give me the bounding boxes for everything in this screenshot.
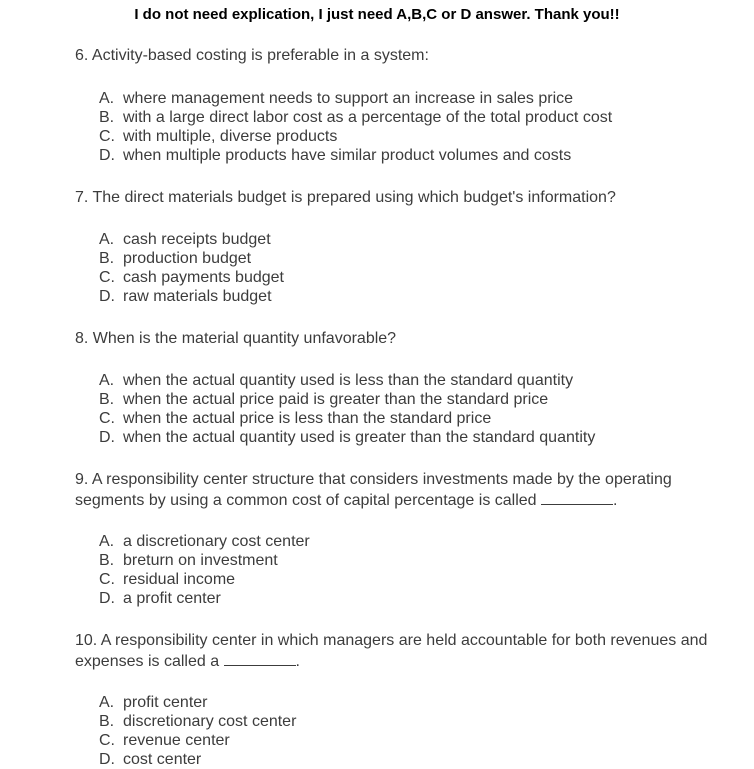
option-text: when the actual price paid is greater than the standard price — [123, 391, 549, 408]
option-letter: D. — [99, 590, 115, 607]
question-7-options — [99, 230, 719, 306]
option-letter: B. — [99, 552, 115, 569]
question-9-prompt — [75, 470, 715, 511]
option-text: where management needs to support an increase in sales price — [123, 90, 574, 107]
option-letter: B. — [99, 713, 115, 730]
page-header-note: I do not need explication, I just need A,B,C or D answer. Thank you!! — [134, 6, 620, 23]
option-letter: D. — [99, 751, 115, 768]
option-text: production budget — [123, 250, 252, 267]
option-letter: B. — [99, 250, 115, 267]
option-letter: D. — [99, 429, 115, 446]
option-letter: C. — [99, 732, 115, 749]
question-9-option-c — [99, 570, 719, 589]
question-7-prompt — [75, 188, 715, 208]
question-7-option-a — [99, 230, 719, 249]
option-text: with multiple, diverse products — [123, 128, 338, 145]
option-text: a discretionary cost center — [123, 533, 310, 550]
option-letter: A. — [99, 372, 115, 389]
option-text: discretionary cost center — [123, 713, 297, 730]
question-6-text: 6. Activity-based costing is preferable in a system: — [75, 47, 429, 64]
option-text: when the actual price is less than the standard price — [123, 410, 492, 427]
option-letter: C. — [99, 269, 115, 286]
question-6-option-b — [99, 108, 719, 127]
question-7-option-d — [99, 287, 719, 306]
option-text: a profit center — [123, 590, 221, 607]
question-8-option-c — [99, 409, 719, 428]
option-letter: A. — [99, 90, 115, 107]
question-8-option-a — [99, 371, 719, 390]
question-10-option-a — [99, 693, 719, 712]
question-8-text: 8. When is the material quantity unfavorable? — [75, 330, 397, 347]
question-10-option-b — [99, 712, 719, 731]
option-letter: D. — [99, 147, 115, 164]
answer-blank-line — [224, 651, 296, 666]
question-6-option-d — [99, 146, 719, 165]
option-letter: C. — [99, 571, 115, 588]
option-letter: A. — [99, 231, 115, 248]
option-letter: B. — [99, 391, 115, 408]
option-text: breturn on investment — [123, 552, 278, 569]
option-text: residual income — [123, 571, 236, 588]
question-9-option-d — [99, 589, 719, 608]
option-letter: B. — [99, 109, 115, 126]
option-letter: A. — [99, 694, 115, 711]
option-letter: C. — [99, 410, 115, 427]
question-10-text: 10. A responsibility center in which managers are held accountable for both revenues and expenses is called a — [75, 632, 708, 670]
option-letter: C. — [99, 128, 115, 145]
option-text: with a large direct labor cost as a percentage of the total product cost — [123, 109, 613, 126]
question-9-option-b — [99, 551, 719, 570]
question-9-option-a — [99, 532, 719, 551]
option-letter: D. — [99, 288, 115, 305]
option-text: when the actual quantity used is greater than the standard quantity — [123, 429, 596, 446]
option-text: raw materials budget — [123, 288, 272, 305]
option-letter: A. — [99, 533, 115, 550]
option-text: cost center — [123, 751, 202, 768]
question-10-option-d — [99, 750, 719, 769]
question-10-options — [99, 693, 719, 769]
option-text: revenue center — [123, 732, 230, 749]
question-6-prompt — [75, 46, 715, 66]
option-text: cash receipts budget — [123, 231, 271, 248]
option-text: when the actual quantity used is less than the standard quantity — [123, 372, 574, 389]
question-8-options — [99, 371, 719, 447]
question-10-punctuation: . — [295, 653, 300, 670]
question-10-prompt — [75, 631, 715, 672]
question-8-option-b — [99, 390, 719, 409]
answer-blank-line — [541, 490, 613, 505]
option-text: when multiple products have similar product volumes and costs — [123, 147, 572, 164]
question-6-option-c — [99, 127, 719, 146]
question-9-punctuation: . — [613, 492, 618, 509]
question-7-option-c — [99, 268, 719, 287]
question-6-options — [99, 89, 719, 165]
question-7-option-b — [99, 249, 719, 268]
question-9-options — [99, 532, 719, 608]
question-10-option-c — [99, 731, 719, 750]
question-8-option-d — [99, 428, 719, 447]
question-6-option-a — [99, 89, 719, 108]
question-7-text: 7. The direct materials budget is prepared using which budget's information? — [75, 189, 616, 206]
option-text: profit center — [123, 694, 208, 711]
question-8-prompt — [75, 329, 715, 349]
option-text: cash payments budget — [123, 269, 284, 286]
question-9-text: 9. A responsibility center structure that considers investments made by the operating segments by using a common cost of capital percentage is called — [75, 471, 672, 509]
